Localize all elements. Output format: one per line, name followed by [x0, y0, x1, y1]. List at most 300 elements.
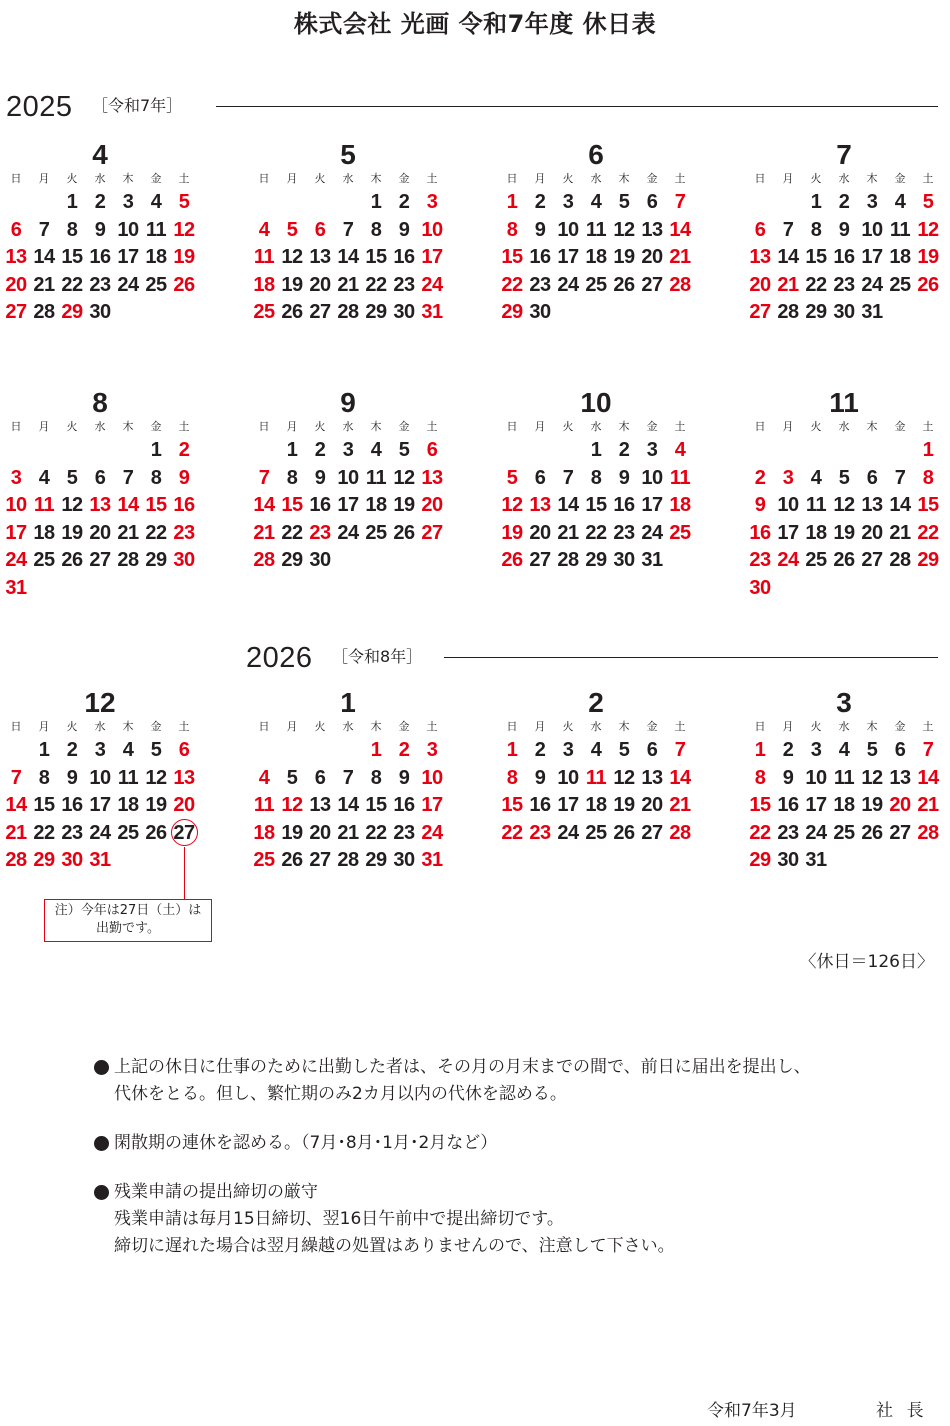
day-cell: 28: [669, 273, 691, 296]
day-cell: 19: [61, 521, 83, 544]
day-cell: 7: [894, 466, 906, 489]
day-cell: 27: [5, 301, 27, 323]
rule-text: 閑散期の連休を認める。（7月･8月･1月･2月など）: [114, 1133, 498, 1153]
rule-text: 代休をとる。但し、繁忙期のみ2カ月以内の代休を認める。: [114, 1084, 567, 1104]
day-cell: 12: [861, 766, 883, 789]
day-cell: 16: [529, 794, 551, 816]
day-cell: 11: [585, 766, 607, 789]
day-cell: 17: [557, 794, 579, 816]
day-cell: 10: [777, 494, 799, 516]
day-cell: 10: [861, 218, 883, 241]
day-cell: 21: [557, 521, 579, 544]
day-cell: 23: [173, 521, 195, 544]
day-cell: 20: [641, 246, 663, 268]
day-cell: 31: [421, 301, 443, 323]
day-cell: 2: [754, 466, 766, 489]
day-cell: 17: [421, 794, 443, 816]
weekday-label: 月: [38, 720, 50, 733]
day-cell: 4: [122, 739, 134, 761]
day-cell: 22: [281, 521, 303, 544]
era-label: ［令和8年］: [332, 647, 423, 666]
day-cell: 30: [61, 849, 83, 871]
day-cell: 20: [5, 273, 27, 296]
day-cell: 5: [150, 739, 162, 761]
day-cell: 17: [421, 246, 443, 268]
month-number: 8: [92, 387, 108, 418]
note-connector-line: [184, 847, 185, 899]
day-cell: 3: [10, 466, 22, 489]
day-cell: 14: [253, 494, 275, 516]
day-cell: 1: [590, 439, 602, 461]
day-cell: 8: [590, 466, 602, 489]
weekday-label: 日: [10, 420, 22, 433]
day-cell: 6: [314, 218, 326, 241]
day-cell: 11: [669, 466, 691, 489]
day-cell: 19: [501, 521, 523, 544]
day-cell: 6: [94, 466, 106, 489]
weekday-label: 水: [342, 720, 354, 733]
day-cell: 18: [805, 521, 827, 544]
day-cell: 19: [145, 794, 167, 816]
day-cell: 12: [145, 766, 167, 789]
day-cell: 5: [66, 466, 78, 489]
day-cell: 2: [534, 191, 546, 213]
workday-circle-mark: [171, 819, 198, 846]
day-cell: 6: [754, 218, 766, 241]
day-cell: 3: [426, 739, 438, 761]
day-cell: 2: [534, 739, 546, 761]
day-cell: 19: [613, 794, 635, 816]
day-cell: 29: [33, 849, 55, 871]
day-cell: 26: [393, 521, 415, 544]
day-cell: 25: [585, 273, 607, 296]
day-cell: 16: [529, 246, 551, 268]
weekday-label: 水: [94, 720, 106, 733]
day-cell: 27: [641, 821, 663, 844]
rule-item: [92, 1130, 912, 1157]
weekday-label: 日: [506, 172, 518, 185]
day-cell: 8: [38, 766, 50, 789]
day-cell: 15: [501, 794, 523, 816]
weekday-label: 月: [534, 172, 546, 185]
day-cell: 11: [805, 494, 827, 516]
weekday-label: 土: [674, 420, 686, 433]
day-cell: 26: [833, 549, 855, 571]
day-cell: 18: [33, 521, 55, 544]
weekday-label: 金: [894, 172, 906, 185]
weekday-label: 木: [370, 420, 382, 433]
day-cell: 22: [501, 273, 523, 296]
month-number: 1: [340, 687, 356, 718]
weekday-label: 金: [398, 720, 410, 733]
day-cell: 22: [585, 521, 607, 544]
day-cell: 21: [337, 821, 359, 844]
day-cell: 18: [585, 246, 607, 268]
day-cell: 24: [777, 549, 799, 571]
day-cell: 22: [749, 821, 771, 844]
weekday-label: 月: [782, 720, 794, 733]
day-cell: 2: [618, 439, 630, 461]
day-cell: 6: [866, 466, 878, 489]
day-cell: 26: [501, 549, 523, 571]
day-cell: 29: [917, 549, 939, 571]
day-cell: 30: [749, 576, 771, 599]
month-number: 10: [580, 387, 612, 418]
day-cell: 26: [861, 821, 883, 844]
day-cell: 11: [33, 494, 55, 516]
day-cell: 20: [309, 821, 331, 844]
day-cell: 3: [562, 191, 574, 213]
day-cell: 28: [337, 849, 359, 871]
day-cell: 18: [145, 246, 167, 268]
weekday-label: 火: [810, 420, 822, 433]
weekday-label: 火: [810, 172, 822, 185]
day-cell: 26: [917, 273, 939, 296]
day-cell: 18: [833, 794, 855, 816]
day-cell: 3: [426, 191, 438, 213]
weekday-label: 火: [314, 172, 326, 185]
day-cell: 16: [61, 794, 83, 816]
day-cell: 24: [861, 273, 883, 296]
day-cell: 24: [557, 821, 579, 844]
bullet-icon: [94, 1060, 109, 1075]
day-cell: 1: [370, 191, 382, 213]
day-cell: 16: [393, 246, 415, 268]
day-cell: 15: [501, 246, 523, 268]
day-cell: 30: [309, 549, 331, 571]
day-cell: 4: [590, 739, 602, 761]
day-cell: 6: [178, 739, 190, 761]
day-cell: 11: [889, 218, 911, 241]
day-cell: 14: [337, 246, 359, 268]
day-cell: 14: [889, 494, 911, 516]
day-cell: 8: [66, 218, 78, 241]
day-cell: 27: [421, 521, 443, 544]
weekday-label: 水: [94, 172, 106, 185]
day-cell: 1: [754, 739, 766, 761]
day-cell: 29: [749, 849, 771, 871]
day-cell: 8: [370, 766, 382, 789]
day-cell: 1: [66, 191, 78, 213]
year-number: 2026: [246, 642, 313, 674]
day-cell: 24: [641, 521, 663, 544]
day-cell: 23: [393, 821, 415, 844]
day-cell: 19: [281, 273, 303, 296]
day-cell: 29: [145, 549, 167, 571]
weekday-label: 日: [754, 420, 766, 433]
rule-text: 残業申請の提出締切の厳守: [114, 1182, 318, 1202]
day-cell: 23: [393, 273, 415, 296]
day-cell: 20: [889, 794, 911, 816]
year-heading-2026: [246, 643, 942, 673]
month-number: 11: [829, 387, 859, 418]
day-cell: 16: [309, 494, 331, 516]
day-cell: 1: [286, 439, 298, 461]
day-cell: 14: [337, 794, 359, 816]
rules-list: [92, 1054, 912, 1282]
day-cell: 30: [833, 301, 855, 323]
day-cell: 22: [61, 273, 83, 296]
day-cell: 9: [534, 218, 546, 241]
day-cell: 13: [309, 794, 331, 816]
weekday-label: 金: [894, 720, 906, 733]
weekday-label: 月: [286, 720, 298, 733]
day-cell: 21: [253, 521, 275, 544]
weekday-label: 金: [150, 420, 162, 433]
day-cell: 22: [365, 273, 387, 296]
weekday-label: 水: [838, 720, 850, 733]
day-cell: 12: [173, 218, 195, 241]
day-cell: 1: [810, 191, 822, 213]
day-cell: 15: [805, 246, 827, 268]
day-cell: 3: [122, 191, 134, 213]
day-cell: 16: [173, 494, 195, 516]
day-cell: 1: [370, 739, 382, 761]
day-cell: 3: [562, 739, 574, 761]
weekday-label: 土: [922, 420, 934, 433]
day-cell: 12: [61, 494, 83, 516]
day-cell: 4: [258, 218, 270, 241]
weekday-label: 木: [618, 720, 630, 733]
day-cell: 25: [833, 821, 855, 844]
weekday-label: 日: [506, 420, 518, 433]
day-cell: 18: [253, 821, 275, 844]
day-cell: 25: [253, 849, 275, 871]
weekday-label: 土: [178, 420, 190, 433]
day-cell: 24: [421, 273, 443, 296]
day-cell: 2: [178, 439, 190, 461]
weekday-label: 木: [122, 420, 134, 433]
day-cell: 16: [777, 794, 799, 816]
day-cell: 21: [777, 273, 799, 296]
day-cell: 7: [674, 191, 686, 213]
day-cell: 14: [917, 766, 939, 789]
day-cell: 5: [866, 739, 878, 761]
day-cell: 1: [38, 739, 50, 761]
day-cell: 17: [5, 521, 27, 544]
day-cell: 13: [861, 494, 883, 516]
weekday-label: 月: [286, 420, 298, 433]
weekday-label: 月: [38, 420, 50, 433]
weekday-label: 土: [178, 172, 190, 185]
day-cell: 5: [838, 466, 850, 489]
day-cell: 21: [917, 794, 939, 816]
weekday-label: 日: [754, 172, 766, 185]
day-cell: 9: [534, 766, 546, 789]
day-cell: 2: [398, 191, 410, 213]
weekday-label: 水: [342, 172, 354, 185]
weekday-label: 月: [782, 420, 794, 433]
day-cell: 12: [833, 494, 855, 516]
rule-text: 締切に遅れた場合は翌月繰越の処置はありませんので、注意して下さい。: [114, 1236, 675, 1256]
day-cell: 9: [66, 766, 78, 789]
day-cell: 14: [5, 794, 27, 816]
day-cell: 25: [805, 549, 827, 571]
day-cell: 23: [309, 521, 331, 544]
day-cell: 30: [777, 849, 799, 871]
day-cell: 4: [590, 191, 602, 213]
divider-line: [444, 657, 938, 658]
day-cell: 5: [922, 191, 934, 213]
year-heading-2025: [6, 92, 942, 122]
day-cell: 8: [150, 466, 162, 489]
day-cell: 19: [281, 821, 303, 844]
note-box: [44, 899, 212, 942]
day-cell: 15: [749, 794, 771, 816]
day-cell: 23: [749, 549, 771, 571]
day-cell: 20: [309, 273, 331, 296]
day-cell: 10: [5, 494, 27, 516]
day-cell: 24: [337, 521, 359, 544]
day-cell: 4: [258, 766, 270, 789]
day-cell: 23: [777, 821, 799, 844]
day-cell: 28: [669, 821, 691, 844]
weekday-label: 木: [370, 172, 382, 185]
day-cell: 19: [833, 521, 855, 544]
day-cell: 10: [421, 218, 443, 241]
weekday-label: 木: [370, 720, 382, 733]
day-cell: 26: [173, 273, 195, 296]
day-cell: 13: [529, 494, 551, 516]
weekday-label: 木: [122, 720, 134, 733]
month-number: 6: [588, 139, 604, 170]
day-cell: 17: [861, 246, 883, 268]
day-cell: 19: [393, 494, 415, 516]
day-cell: 11: [253, 246, 275, 268]
day-cell: 13: [5, 246, 27, 268]
day-cell: 7: [922, 739, 934, 761]
weekday-label: 月: [534, 420, 546, 433]
day-cell: 17: [777, 521, 799, 544]
day-cell: 6: [894, 739, 906, 761]
day-cell: 27: [749, 301, 771, 323]
footer-signature: 社長: [876, 1401, 938, 1421]
weekday-label: 金: [150, 720, 162, 733]
day-cell: 9: [618, 466, 630, 489]
day-cell: 30: [613, 549, 635, 571]
weekday-label: 月: [38, 172, 50, 185]
weekday-label: 火: [810, 720, 822, 733]
day-cell: 26: [281, 301, 303, 323]
day-cell: 29: [365, 301, 387, 323]
day-cell: 13: [421, 466, 443, 489]
day-cell: 7: [782, 218, 794, 241]
weekday-label: 金: [646, 720, 658, 733]
weekday-label: 水: [590, 172, 602, 185]
day-cell: 2: [66, 739, 78, 761]
day-cell: 7: [258, 466, 270, 489]
day-cell: 15: [145, 494, 167, 516]
day-cell: 6: [534, 466, 546, 489]
day-cell: 5: [178, 191, 190, 213]
day-cell: 15: [33, 794, 55, 816]
day-cell: 25: [585, 821, 607, 844]
day-cell: 7: [674, 739, 686, 761]
day-cell: 9: [94, 218, 106, 241]
day-cell: 17: [89, 794, 111, 816]
day-cell: 8: [754, 766, 766, 789]
day-cell: 26: [145, 821, 167, 844]
day-cell: 30: [393, 301, 415, 323]
day-cell: 1: [506, 739, 518, 761]
weekday-label: 金: [398, 420, 410, 433]
day-cell: 28: [117, 549, 139, 571]
day-cell: 13: [889, 766, 911, 789]
day-cell: 28: [337, 301, 359, 323]
weekday-label: 土: [178, 720, 190, 733]
day-cell: 12: [917, 218, 939, 241]
day-cell: 24: [805, 821, 827, 844]
day-cell: 26: [281, 849, 303, 871]
day-cell: 6: [10, 218, 22, 241]
day-cell: 29: [501, 301, 523, 323]
day-cell: 14: [777, 246, 799, 268]
day-cell: 6: [646, 739, 658, 761]
day-cell: 10: [557, 218, 579, 241]
day-cell: 23: [529, 821, 551, 844]
day-cell: 13: [641, 766, 663, 789]
day-cell: 27: [529, 549, 551, 571]
day-cell: 2: [398, 739, 410, 761]
day-cell: 22: [805, 273, 827, 296]
day-cell: 18: [117, 794, 139, 816]
day-cell: 11: [833, 766, 855, 789]
day-cell: 29: [365, 849, 387, 871]
day-cell: 9: [754, 494, 766, 516]
day-cell: 21: [889, 521, 911, 544]
day-cell: 15: [917, 494, 939, 516]
bullet-icon: [94, 1185, 109, 1200]
rule-item: [92, 1179, 912, 1260]
day-cell: 1: [922, 439, 934, 461]
day-cell: 27: [309, 849, 331, 871]
day-cell: 16: [89, 246, 111, 268]
day-cell: 19: [917, 246, 939, 268]
weekday-label: 土: [674, 172, 686, 185]
day-cell: 29: [281, 549, 303, 571]
weekday-label: 金: [150, 172, 162, 185]
day-cell: 15: [365, 794, 387, 816]
day-cell: 29: [61, 301, 83, 323]
weekday-label: 水: [590, 420, 602, 433]
day-cell: 27: [641, 273, 663, 296]
day-cell: 24: [5, 549, 27, 571]
day-cell: 5: [506, 466, 518, 489]
weekday-label: 木: [866, 720, 878, 733]
day-cell: 17: [641, 494, 663, 516]
day-cell: 5: [286, 766, 298, 789]
note-line-2: 出勤です。: [96, 921, 160, 936]
day-cell: 21: [5, 821, 27, 844]
day-cell: 14: [117, 494, 139, 516]
day-cell: 20: [641, 794, 663, 816]
day-cell: 20: [421, 494, 443, 516]
day-cell: 6: [426, 439, 438, 461]
day-cell: 2: [94, 191, 106, 213]
day-cell: 20: [749, 273, 771, 296]
day-cell: 8: [370, 218, 382, 241]
day-cell: 6: [314, 766, 326, 789]
document-title: 株式会社 光画 令和7年度 休日表: [293, 10, 657, 38]
day-cell: 3: [866, 191, 878, 213]
month-number: 12: [84, 687, 116, 718]
day-cell: 22: [145, 521, 167, 544]
era-label: ［令和7年］: [92, 96, 183, 115]
day-cell: 28: [917, 821, 939, 844]
weekday-label: 火: [562, 172, 574, 185]
day-cell: 12: [281, 246, 303, 268]
day-cell: 25: [669, 521, 691, 544]
